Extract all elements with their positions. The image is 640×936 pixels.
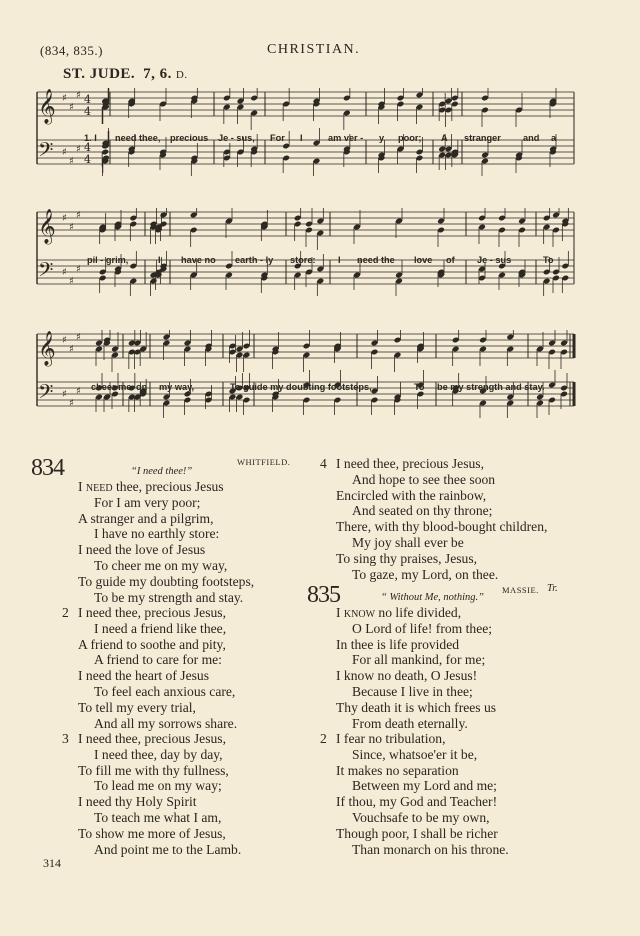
verse-line: To fill me with thy fullness, xyxy=(78,762,229,778)
verse-line: For I am very poor; xyxy=(94,494,201,510)
stanza-834-4 xyxy=(336,456,547,582)
lyric-syllable: cheer me xyxy=(91,382,132,392)
verse-line: And point me to the Lamb. xyxy=(94,841,242,857)
key-sharp-icon: ♯ xyxy=(62,335,67,346)
verse-line: To tell my every trial, xyxy=(78,699,196,715)
lyric-syllable: of xyxy=(446,255,455,265)
key-sharp-icon: ♯ xyxy=(76,332,81,343)
lyric-syllable: have no xyxy=(181,255,216,265)
first-word: I need xyxy=(78,479,113,494)
verse-line: I need thee, precious Jesus, xyxy=(78,605,226,620)
verse-line: Vouchsafe to be my own, xyxy=(352,809,490,825)
verse-line: To guide my doubting footsteps, xyxy=(78,573,255,589)
stanza-number: 2 xyxy=(62,605,69,620)
lyric-syllable: 1. I xyxy=(84,133,97,143)
verse-line: A friend to soothe and pity, xyxy=(78,636,226,652)
verse-line: My joy shall ever be xyxy=(352,534,464,550)
key-sharp-icon: ♯ xyxy=(76,144,81,155)
stanza-834-2 xyxy=(78,605,237,731)
hymn-number-834: 834 xyxy=(31,455,64,481)
stanza-834-3 xyxy=(78,731,241,857)
verse-line: I need the love of Jesus xyxy=(78,542,206,558)
verse-line: A friend to care for me: xyxy=(94,652,222,668)
verse-line: A stranger and a pilgrim, xyxy=(78,510,214,526)
key-sharp-icon: ♯ xyxy=(69,344,74,355)
music-system-1 xyxy=(0,88,640,198)
tune-title xyxy=(63,66,188,83)
bass-clef-icon: 𝄢 xyxy=(38,138,54,166)
lyric-syllable: To xyxy=(414,382,425,392)
lyric-syllable: A xyxy=(441,133,448,143)
lyric-syllable: be my strength and stay. xyxy=(437,382,545,392)
verse-line: I need thy Holy Spirit xyxy=(78,794,197,810)
first-word: I know xyxy=(336,605,376,620)
lyric-syllable: a xyxy=(551,133,557,143)
stanza-number: 2 xyxy=(320,731,327,746)
hymn-835-epigraph: “ Without Me, nothing.” xyxy=(381,592,484,603)
verse-line: I need the heart of Jesus xyxy=(78,668,209,684)
key-sharp-icon: ♯ xyxy=(62,93,67,104)
verse-line: Encircled with the rainbow, xyxy=(336,487,487,503)
lyric-syllable: need thee, xyxy=(115,133,161,143)
verse-line: Thy death it is which frees us xyxy=(336,699,497,715)
lyric-syllable: earth - ly xyxy=(235,255,274,265)
treble-clef-icon: 𝄞 xyxy=(38,209,56,244)
verse-line: And hope to see thee soon xyxy=(352,471,496,487)
verse-line: I need a friend like thee, xyxy=(94,620,227,636)
tune-meter: 7, 6. xyxy=(143,66,172,82)
time-signature-icon: 4 xyxy=(84,153,91,166)
lyric-syllable: poor; xyxy=(398,133,422,143)
verse-line: And seated on thy throne; xyxy=(352,503,493,519)
lyric-syllable: stranger xyxy=(464,133,501,143)
hymn-835-author: MASSIE. xyxy=(502,585,539,595)
lyric-syllable: am ver - xyxy=(328,133,364,143)
verse-line: To show me more of Jesus, xyxy=(78,825,226,841)
stanza-834-1 xyxy=(78,479,254,605)
key-sharp-icon: ♯ xyxy=(62,267,67,278)
key-sharp-icon: ♯ xyxy=(62,147,67,158)
lyric-syllable: on xyxy=(136,382,148,392)
key-sharp-icon: ♯ xyxy=(69,156,74,167)
hymn-834-author: WHITFIELD. xyxy=(237,457,291,467)
hymn-number-835: 835 xyxy=(307,582,340,608)
treble-clef-icon: 𝄞 xyxy=(38,89,56,124)
stanza-835-1 xyxy=(336,605,496,731)
verse-line: From death eternally. xyxy=(352,715,468,731)
verse-line: I know no death, O Jesus! xyxy=(336,668,478,684)
verse-line: Though poor, I shall be richer xyxy=(336,825,498,841)
lyric-syllable: pil - grim, xyxy=(87,255,129,265)
lyric-syllable: I xyxy=(158,255,161,265)
key-sharp-icon: ♯ xyxy=(69,276,74,287)
lyric-syllable: To guide my doubting footsteps, xyxy=(230,382,372,392)
verse-line: O Lord of life! from thee; xyxy=(352,620,493,636)
verse-line xyxy=(336,605,496,621)
stanza-835-2 xyxy=(336,731,509,857)
verse-line: And all my sorrows share. xyxy=(94,715,238,731)
lyric-syllable: y xyxy=(379,133,385,143)
verse-line: Since, whatsoe'er it be, xyxy=(352,746,478,762)
verse-line: It makes no separation xyxy=(336,762,459,778)
key-sharp-icon: ♯ xyxy=(76,264,81,275)
verse-line xyxy=(78,479,254,495)
lyric-syllable: and xyxy=(523,133,540,143)
key-sharp-icon: ♯ xyxy=(76,386,81,397)
hymn-numbers-header: (834, 835.) xyxy=(40,43,103,58)
time-signature-icon: 4 xyxy=(84,105,91,118)
time-signature-icon: 4 xyxy=(84,93,91,106)
stanza-number: 4 xyxy=(320,456,327,471)
lyric-syllable: Je - sus xyxy=(477,255,512,265)
key-sharp-icon: ♯ xyxy=(69,222,74,233)
lyric-syllable: love xyxy=(414,255,433,265)
page-number: 314 xyxy=(43,856,61,870)
lyric-syllable: store: xyxy=(290,255,316,265)
verse-line: To teach me what I am, xyxy=(94,809,222,825)
verse-line: To sing thy praises, Jesus, xyxy=(336,550,478,566)
lyric-syllable: For xyxy=(270,133,285,143)
verse-line: I need thee, day by day, xyxy=(94,746,223,762)
verse-line: I need thee, precious Jesus, xyxy=(78,731,226,746)
verse-line: To feel each anxious care, xyxy=(94,683,236,699)
key-sharp-icon: ♯ xyxy=(69,102,74,113)
lyric-syllable: Je - sus, xyxy=(218,133,255,143)
verse-text: thee, precious Jesus xyxy=(112,479,224,494)
hymn-835-author-tr: Tr. xyxy=(547,583,558,594)
section-title: CHRISTIAN. xyxy=(267,42,361,57)
verse-line: In thee is life provided xyxy=(336,636,460,652)
treble-clef-icon: 𝄞 xyxy=(38,331,56,366)
verse-line: I fear no tribulation, xyxy=(336,731,446,746)
lyric-syllable: my way, xyxy=(159,382,195,392)
key-sharp-icon: ♯ xyxy=(62,389,67,400)
verse-line: To gaze, my Lord, on thee. xyxy=(352,566,499,582)
verse-line: To be my strength and stay. xyxy=(94,589,244,605)
verse-line: Than monarch on his throne. xyxy=(352,841,509,857)
verse-line: I have no earthly store: xyxy=(94,526,220,542)
verse-line: To cheer me on my way, xyxy=(94,557,228,573)
key-sharp-icon: ♯ xyxy=(62,213,67,224)
tune-meter-suffix: D. xyxy=(175,69,188,81)
verse-line: There, with thy blood-bought children, xyxy=(336,519,548,535)
bass-clef-icon: 𝄢 xyxy=(38,380,54,408)
verse-line: For all mankind, for me; xyxy=(352,652,486,668)
bass-clef-icon: 𝄢 xyxy=(38,258,54,286)
lyric-syllable: precious xyxy=(170,133,209,143)
key-sharp-icon: ♯ xyxy=(69,398,74,409)
lyric-syllable: need the xyxy=(357,255,395,265)
lyric-syllable: To xyxy=(543,255,554,265)
time-signature-icon: 4 xyxy=(84,141,91,154)
stanza-number: 3 xyxy=(62,731,69,746)
hymn-834-epigraph: “I need thee!” xyxy=(131,466,193,477)
key-sharp-icon: ♯ xyxy=(76,210,81,221)
verse-line: If thou, my God and Teacher! xyxy=(336,794,498,810)
verse-line: Between my Lord and me; xyxy=(352,778,497,794)
lyric-syllable: I xyxy=(338,255,341,265)
verse-line: To lead me on my way; xyxy=(94,778,222,794)
key-sharp-icon: ♯ xyxy=(76,90,81,101)
verse-text: no life divided, xyxy=(375,605,462,620)
verse-line: Because I live in thee; xyxy=(352,683,473,699)
lyric-syllable: I xyxy=(300,133,303,143)
tune-name: ST. JUDE. xyxy=(63,66,136,82)
verse-line: I need thee, precious Jesus, xyxy=(336,456,484,471)
